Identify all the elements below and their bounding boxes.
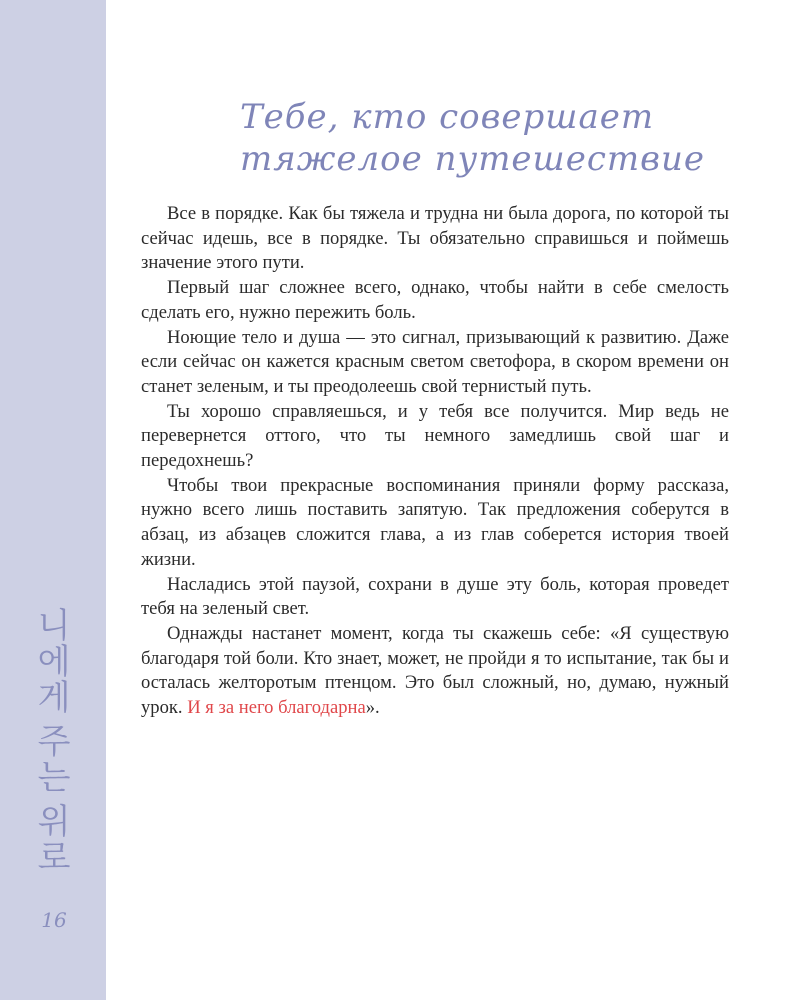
paragraph-final (141, 622, 729, 721)
paragraph: Все в порядке. Как бы тяжела и трудна ни была дорога, по которой ты сейчас идешь, все в порядке. Ты обязательно справишься и поймешь значение этого пути. (141, 203, 729, 274)
highlighted-phrase: И я за него благодарна (187, 697, 366, 719)
sidebar-title-syllable: 주 (37, 722, 71, 762)
sidebar-title-syllable: 게 (37, 678, 71, 718)
paragraph: Первый шаг сложнее всего, однако, чтобы найти в себе смелость сделать его, нужно пережить боль. (141, 277, 729, 323)
chapter-heading (240, 96, 705, 180)
chapter-heading-line: Тебе, кто совершает (240, 97, 655, 137)
sidebar-book-title (26, 608, 82, 876)
sidebar-title-syllable: 에 (37, 642, 71, 682)
page-number: 16 (41, 908, 67, 932)
paragraph: Чтобы твои прекрасные воспоминания приняли форму рассказа, нужно всего лишь поставить запятую. Так предложения соберутся в абзац, из абзацев сложится глава, а из глав соберется история твоей жизни. (141, 474, 729, 570)
sidebar-title-syllable: 는 (37, 758, 71, 798)
paragraph: Ты хорошо справляешься, и у тебя все получится. Мир ведь не перевернется оттого, что ты немного замедлишь свой шаг и передохнешь? (141, 400, 729, 472)
chapter-heading-line: тяжелое путешествие (240, 139, 705, 179)
sidebar-title-syllable: 로 (37, 838, 71, 878)
sidebar-title-syllable: 위 (37, 802, 71, 842)
paragraph: Насладись этой паузой, сохрани в душе эту боль, которая проведет тебя на зеленый свет. (141, 573, 729, 620)
body-text (141, 202, 729, 721)
paragraph: Ноющие тело и душа — это сигнал, призывающий к развитию. Даже если сейчас он кажется красным светом светофора, в скором времени он станет зеленым, и ты преодолеешь свой тернистый путь. (141, 326, 729, 397)
paragraph-final-tail: ». (365, 697, 380, 719)
sidebar-title-syllable: 니 (37, 606, 71, 646)
paragraph-final-text: Однажды настанет момент, когда ты скажешь себе: «Я существую благодаря той боли. Кто знает, может, не пройди я то испытание, так бы и осталась желторотым птенцом. Это был сложный, но, думаю, нужный урок. (141, 622, 729, 719)
